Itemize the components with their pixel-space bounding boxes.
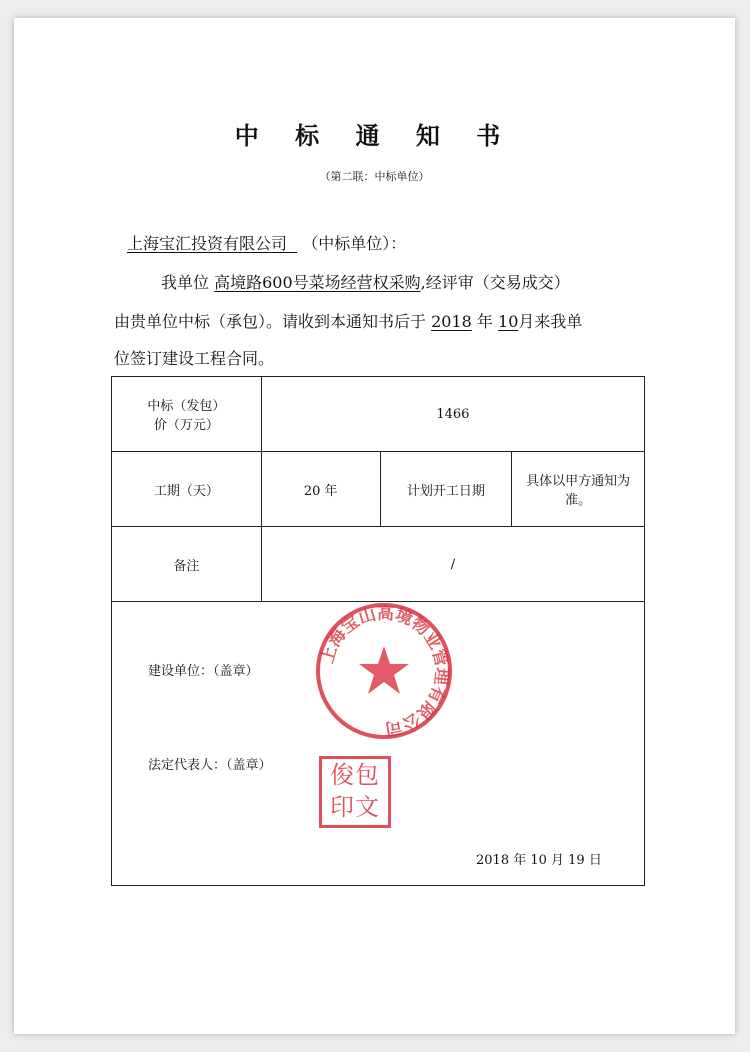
star-icon <box>359 646 409 694</box>
para2-prefix: 由贵单位中标（承包）。请收到本通知书后于 <box>114 312 427 331</box>
remark-row <box>112 527 645 602</box>
price-row <box>112 377 645 452</box>
signature-cell <box>112 602 645 886</box>
recipient-suffix: （中标单位）： <box>302 234 407 253</box>
period-label: 工期（天） <box>112 452 262 527</box>
start-date-label: 计划开工日期 <box>380 452 512 527</box>
paragraph-line-1 <box>161 273 570 293</box>
personal-square-seal: 俊包印文 <box>319 756 391 828</box>
para2-suffix: 月来我单 <box>518 312 583 331</box>
signature-date: 2018 年 10 月 19 日 <box>476 853 602 868</box>
document-page <box>14 18 735 1034</box>
para1-suffix: ,经评审（交易成交） <box>420 273 570 292</box>
project-name: 高境路600号菜场经营权采购 <box>214 273 421 292</box>
company-round-seal <box>313 600 455 742</box>
award-table <box>111 376 645 886</box>
round-seal-text: 上海宝山高境物业管理有限公司 <box>317 603 452 739</box>
price-label: 中标（发包）价（万元） <box>112 377 262 452</box>
remark-label: 备注 <box>112 527 262 602</box>
builder-label: 建设单位：（盖章） <box>148 664 259 679</box>
page-title: 中 标 通 知 书 <box>234 122 515 150</box>
page-subtitle: （第二联：中标单位） <box>319 170 430 183</box>
paragraph-line-2 <box>114 312 582 332</box>
year-unit: 年 <box>476 312 493 331</box>
recipient-line <box>127 234 406 254</box>
start-date-value: 具体以甲方通知为准。 <box>512 452 645 527</box>
paragraph-line-3: 位签订建设工程合同。 <box>114 349 275 368</box>
signature-row <box>112 602 645 886</box>
month-value: 10 <box>498 312 519 331</box>
recipient-name: 上海宝汇投资有限公司 <box>127 234 288 253</box>
period-value: 20 年 <box>261 452 380 527</box>
para1-prefix: 我单位 <box>161 273 210 292</box>
legal-rep-label: 法定代表人：（盖章） <box>148 758 272 773</box>
remark-value: / <box>261 527 644 602</box>
price-value: 1466 <box>261 377 644 452</box>
period-row <box>112 452 645 527</box>
year-value: 2018 <box>431 312 472 331</box>
